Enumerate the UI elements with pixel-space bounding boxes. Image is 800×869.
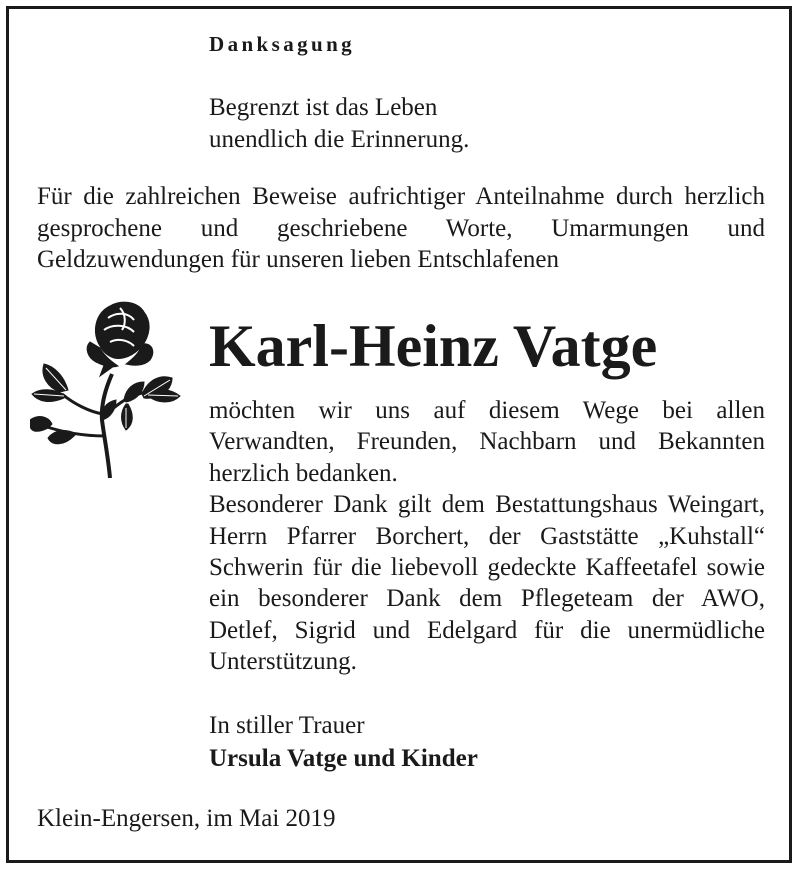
notice-motto (209, 92, 469, 156)
notice-heading: Danksagung (209, 32, 356, 56)
notice-intro: Für die zahlreichen Beweise aufrichtiger Anteilnahme durch herzlich gesprochene und geschriebene Worte, Umarmungen und Geldzuwendungen für unseren lieben Entschlafenen (37, 183, 765, 273)
motto-line-1: Begrenzt ist das Leben (209, 94, 438, 121)
notice-closing (209, 709, 478, 775)
thanks-paragraph: möchten wir uns auf diesem Wege bei allen Verwandten, Freunden, Nachbarn und Bekannten herzlich bedanken. (209, 397, 765, 487)
signature: Ursula Vatge und Kinder (209, 745, 478, 772)
notice-body (209, 395, 765, 678)
deceased-name: Karl-Heinz Vatge (209, 313, 658, 379)
special-thanks-paragraph: Besonderer Dank gilt dem Bestattungshaus Weingart, Herrn Pfarrer Borchert, der Gaststätte „Kuhstall“ Schwerin für die liebevoll gedeckte Kaffeetafel sowie ein besonderer Dank dem Pflegeteam der AWO, Detlef, Sigrid und Edelgard für die unermüdliche Unterstützung. (209, 491, 765, 676)
rose-icon (30, 296, 190, 482)
place-date: Klein-Engersen, im Mai 2019 (37, 805, 336, 832)
motto-line-2: unendlich die Erinnerung. (209, 126, 470, 153)
closing-line: In stiller Trauer (209, 712, 365, 739)
